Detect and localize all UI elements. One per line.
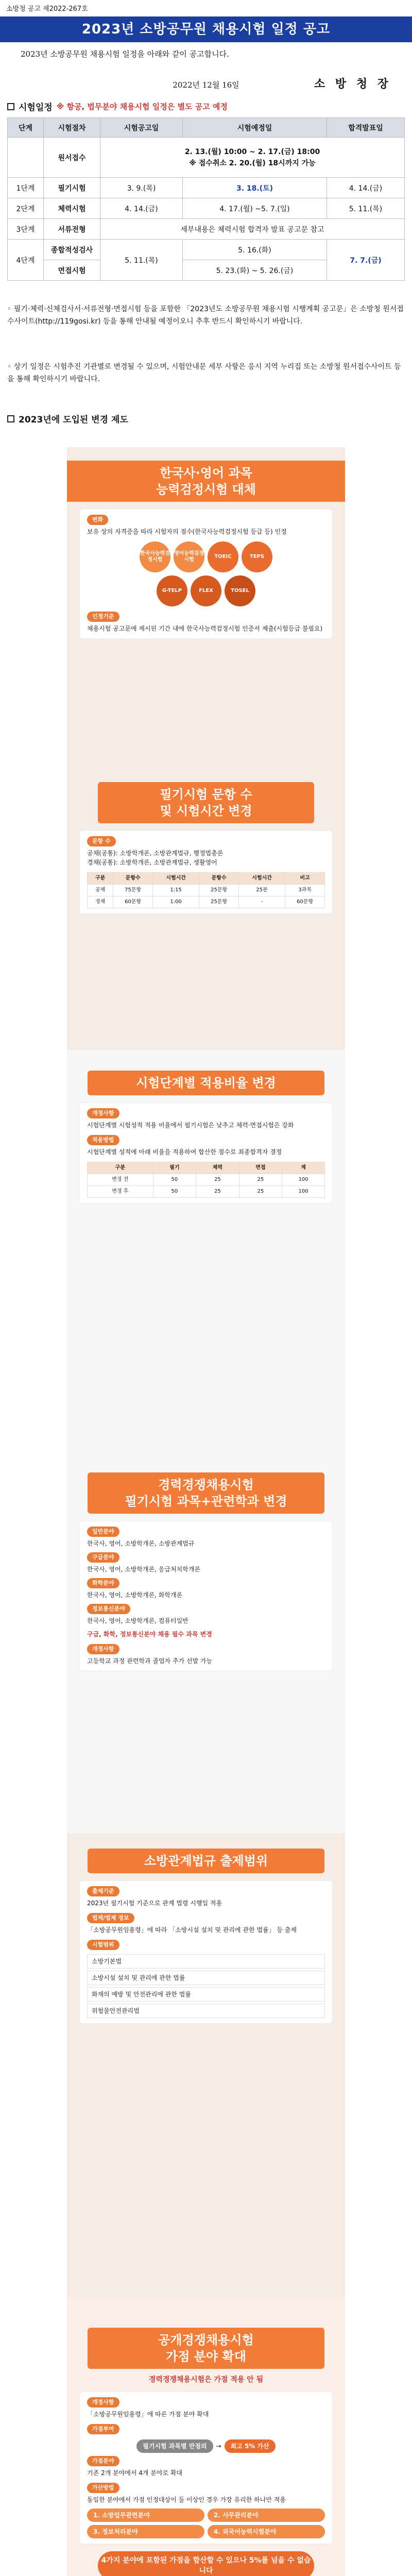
bonus-box-1: 필기시험 과목별 만점의 [136,2439,213,2453]
cell: 공채 [88,885,113,896]
table-row [8,240,405,260]
panel-1-text: 보유 상의 자격증을 따라 시험자의 점수(한국사능력검정시험 등급 등) 인정 [87,528,287,535]
circles-row [87,541,325,572]
cell: 25문항 [199,896,239,908]
cell-step: 4단계 [8,240,44,281]
tag-badge: 적용방법 [87,1135,119,1145]
cell: 60문항 [113,896,153,908]
cell-exam: 세부내용은 체력시험 합격자 발표 공고문 참고 [100,219,405,240]
circle-badge: TEPS [242,541,272,572]
panel-6-card [79,2392,333,2544]
questions-table [87,872,325,908]
panel-5-text-2: 「소방공무원임용령」에 따라 「소방시설 설치 및 관리에 관한 법률」 등 출제 [87,1926,297,1934]
section-schedule-label: 시험일정 [19,103,53,113]
cell: 1:15 [153,885,199,896]
tag-badge: 가점부여 [87,2424,119,2434]
table-header-row [8,118,405,138]
col-header: 시험공고일 [100,118,183,138]
cell-exam: 5. 16.(화) [183,240,327,260]
cell-step [8,138,44,178]
arrow-icon: → [216,2443,221,2450]
section-changes-label: 2023년에 도입된 변경 제도 [19,415,128,425]
bonus-box-2: 최고 5% 가산 [225,2439,276,2453]
intro [0,45,412,63]
agency-name: 소 방 청 장 [314,77,391,91]
panel-3-title: 시험단계별 적용비율 변경 [88,1071,324,1095]
announcement-title: 2023년 소방공무원 채용시험 일정 공고 [0,16,412,42]
panel-3-text-1: 시험단계별 시험성적 적용 비율에서 필기시험은 낮추고 체력·면접시험은 강화 [87,1122,294,1129]
col-header: 필기 [153,1162,196,1174]
panel-6-closing: 4가지 분야에 포함된 가점을 합산할 수 있으나 5%를 넘을 수 없습니다 [98,2551,314,2576]
cell-notice: 3. 9.(목) [100,178,183,198]
cell: 25 [196,1186,239,1198]
col-header: 문항수 [199,873,239,885]
cell: 50 [153,1174,196,1186]
col-header: 구분 [88,1162,153,1174]
panel-6-title: 공개경쟁채용시험 가점 분야 확대 [88,2328,324,2369]
cell: 25분 [238,885,285,896]
section-changes-title [7,412,128,425]
cell-proc: 체력시험 [44,198,100,219]
law-item: 위험물안전관리법 [87,2004,325,2018]
circle-badge: TOSEL [225,575,255,606]
tag-badge: 가산방법 [87,2483,119,2493]
cell: 변경 전 [88,1174,153,1186]
panel-4-note: 구급, 화학, 정보통신분야 채용 필수 과목 변경 [87,1631,212,1638]
poster-panel-5 [67,1833,345,2297]
table-row [88,885,325,896]
bonus-row [87,2439,325,2453]
tag-badge: 변화 [87,515,108,525]
tag-badge: 인정기준 [87,612,119,622]
panel-6-text-4: 동일한 분야에서 가점 인정대상이 둘 이상인 경우 가장 유리한 하나만 적용 [87,2496,286,2503]
table-row [88,1186,325,1198]
cell: 25문항 [199,885,239,896]
bonus-field: 3. 정보처리분야 [87,2525,204,2538]
panel-3-text-2: 시험단계별 성적에 아래 비율을 적용하여 합산한 점수로 최종합격자 결정 [87,1148,282,1156]
tag-badge: 개정사항 [87,1108,119,1118]
poster-panel-1 [67,447,345,782]
cell-result: 5. 11.(목) [327,198,405,219]
cell-proc: 종합적성검사 [44,240,100,260]
col-header: 단계 [8,118,44,138]
section-schedule-note: ※ 항공, 법무분야 채용시험 일정은 별도 공고 예정 [56,102,228,111]
circle-badge: G-TELP [157,575,187,606]
table-row [8,178,405,198]
col-header: 체력 [196,1162,239,1174]
cell: 75문항 [113,885,153,896]
panel-5-card [79,1880,333,2024]
col-header: 비고 [285,873,325,885]
panel-6-text-3: 기존 2개 분야에서 4개 분야로 확대 [87,2469,183,2477]
circle-badge: 한국사능력검정시험 [140,541,170,572]
circle-badge: TOEIC [208,541,238,572]
circles-row [87,575,325,606]
panel-6-text-1: 「소방공무원임용령」에 따른 가점 분야 확대 [87,2411,209,2418]
notice-bullet-2: ◦ 상기 일정은 시험추진 기관별로 변경될 수 있으며, 시험안내문 세부 사항은 응시 지역 누리집 또는 소방청 원서접수사이트 등을 통해 확인하시기 바랍니다. [7,363,401,383]
cell-exam: 4. 17.(월) ~5. 7.(일) [183,198,327,219]
circle-badge: 영어능력검정시험 [174,541,204,572]
col-header: 시험시간 [153,873,199,885]
col-header: 시험절차 [44,118,100,138]
bonus-grid [87,2509,325,2538]
cell: 25 [239,1174,282,1186]
panel-1-title: 한국사·영어 과목 능력검정시험 대체 [67,461,345,502]
panel-4-text-2: 고등학교 과정 관련학과 졸업자 추가 선발 가능 [87,1657,213,1665]
ratio-table [87,1162,325,1198]
subject-line: 한국사, 영어, 소방학개론, 컴퓨터일반 [87,1617,188,1624]
cell: 경채 [88,896,113,908]
poster-panel-4 [67,1472,345,1833]
intro-text: 2023년 소방공무원 채용시험 일정을 아래와 같이 공고합니다. [21,49,229,59]
cell: 25 [239,1186,282,1198]
col-header: 문항수 [113,873,153,885]
cell: 50 [153,1186,196,1198]
bonus-field: 2. 사무관리분야 [208,2509,325,2522]
panel-2-line-2: 경채(공통): 소방학개론, 소방관계법규, 생활영어 [87,859,217,866]
panel-2-title: 필기시험 문항 수 및 시험시간 변경 [98,782,314,823]
bonus-field: 1. 소방업무관련분야 [87,2509,204,2522]
square-icon [7,415,14,422]
poster-panel-3 [67,1050,345,1472]
infographic-poster [67,447,345,2576]
panel-5-text-1: 2023년 필기시험 기준으로 관계 법령 시행일 적용 [87,1900,222,1907]
subject-line: 한국사, 영어, 소방학개론, 화학개론 [87,1591,183,1599]
tag-badge: 문항 수 [87,836,116,846]
tag-badge: 정보통신분야 [87,1604,130,1614]
col-header: 계 [282,1162,325,1174]
table-row [88,1174,325,1186]
cell-step: 1단계 [8,178,44,198]
col-header: 합격발표일 [327,118,405,138]
tag-badge: 법제/법제 정보 [87,1913,134,1923]
subject-line: 한국사, 영어, 소방학개론, 소방관계법규 [87,1540,195,1547]
tag-badge: 가점분야 [87,2456,119,2466]
cell-exam: 3. 18.(토) [183,178,327,198]
square-icon [7,103,14,110]
panel-2-card [79,831,333,914]
subject-line: 한국사, 영어, 소방학개론, 응급처치학개론 [87,1566,200,1573]
col-header: 시험예정일 [183,118,327,138]
cell-step: 2단계 [8,198,44,219]
tag-badge: 출제기준 [87,1886,119,1896]
panel-4-title: 경력경쟁채용시험 필기시험 과목+관련학과 변경 [88,1472,324,1514]
panel-2-line-1: 공채(공통): 소방학개론, 소방관계법규, 행정법총론 [87,850,224,857]
announcement-date: 2022년 12월 16일 [173,80,239,90]
law-item: 소방기본법 [87,1954,325,1969]
doc-number: 소방청 공고 제2022-267호 [6,5,88,13]
circle-badge: FLEX [191,575,221,606]
cell-proc: 서류전형 [44,219,100,240]
poster-panel-2 [67,782,345,1050]
panel-5-title: 소방관계법규 출제범위 [88,1849,324,1873]
tag-badge: 구급분야 [87,1552,119,1563]
section-schedule-title [7,100,228,113]
schedule-table [7,117,405,281]
cell: 1:00 [153,896,199,908]
panel-3-card [79,1103,333,1204]
cell-notice: 4. 14.(금) [100,198,183,219]
col-header: 시험시간 [238,873,285,885]
cell: - [238,896,285,908]
tag-badge: 화학분야 [87,1578,119,1588]
cell-proc: 원서접수 [44,138,100,178]
law-item: 화재의 예방 및 안전관리에 관한 법률 [87,1987,325,2002]
cell-step: 3단계 [8,219,44,240]
cell: 100 [282,1186,325,1198]
tag-badge: 개정사항 [87,1644,119,1654]
notice-bullet-1: ◦ 필기·체력·신체검사서·서류전형·면접시험 등을 포함한 「2023년도 소방공무원 채용시험 시행계획 공고문」은 소방청 원서접수사이트(http://119gosi.kr) 등을 통해 안내될 예정이오니 추후 반드시 확인하시기 바랍니다. [7,305,404,326]
tag-badge: 개정사항 [87,2397,119,2408]
col-header: 면접 [239,1162,282,1174]
table-row [8,198,405,219]
table-row [8,219,405,240]
cell-exam: 2. 13.(월) 10:00 ~ 2. 17.(금) 18:00 ※ 접수취소 2. 20.(월) 18시까지 가능 [100,138,405,178]
poster-panel-6 [67,2297,345,2576]
cell-proc: 면접시험 [44,260,100,281]
cell-notice: 5. 11.(목) [100,240,183,281]
bonus-field: 4. 외국어능력시험분야 [208,2525,325,2538]
table-row [88,896,325,908]
cell: 100 [282,1174,325,1186]
panel-6-subtitle: 경력경쟁채용시험은 가점 적용 안 됨 [148,2376,264,2384]
cell: 3과목 [285,885,325,896]
panel-1-card [79,509,333,639]
cell: 25 [196,1174,239,1186]
cell-exam: 5. 23.(화) ~ 5. 26.(금) [183,260,327,281]
cell-result: 4. 14.(금) [327,178,405,198]
tag-badge: 시험범위 [87,1940,119,1950]
panel-1-text-2: 채용시험 공고문에 제시된 기간 내에 한국사능력검정시험 인증서 제출(시험등급 불필요) [87,625,323,632]
law-item: 소방시설 설치 및 관리에 관한 법률 [87,1971,325,1985]
cell: 60문항 [285,896,325,908]
panel-4-card [79,1521,333,1671]
cell-result: 7. 7.(금) [327,240,405,281]
cell-proc: 필기시험 [44,178,100,198]
col-header: 구분 [88,873,113,885]
tag-badge: 일반분야 [87,1527,119,1537]
cell: 변경 후 [88,1186,153,1198]
table-row [8,138,405,178]
